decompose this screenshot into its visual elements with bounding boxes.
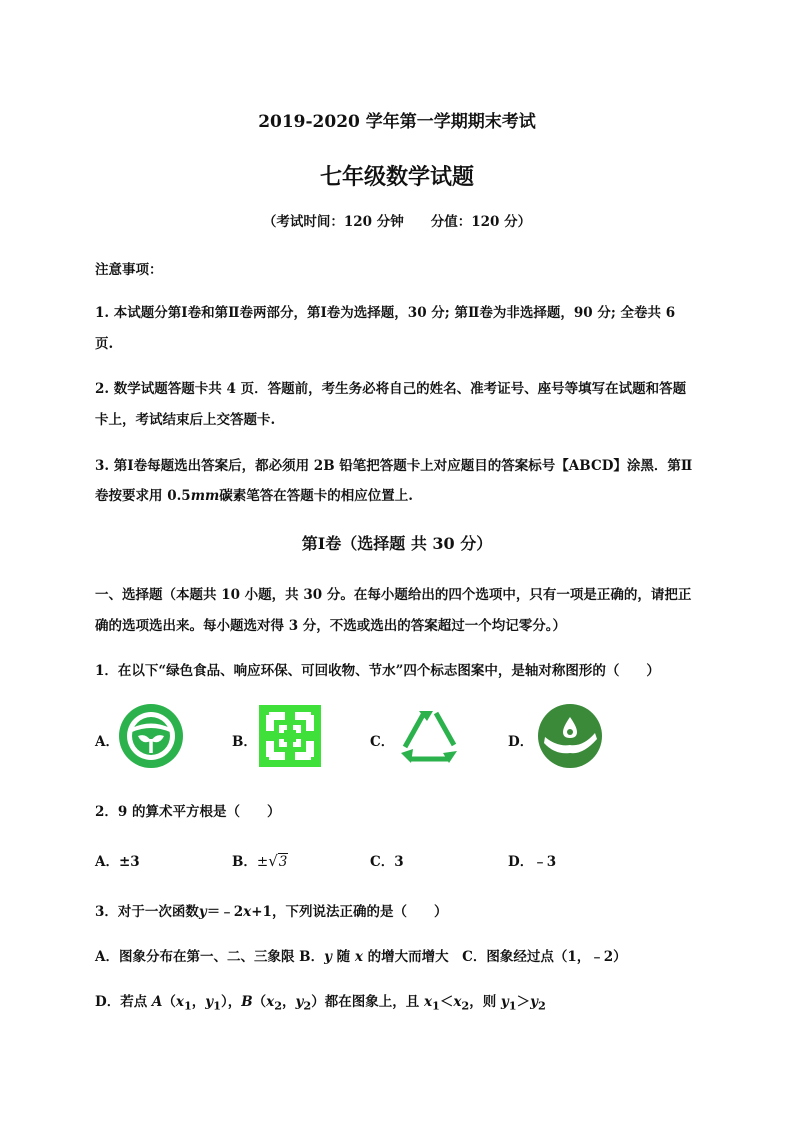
note-3-text-a: 卷按要求用 0.5 [95, 488, 191, 504]
q3-option-d [95, 990, 546, 1013]
q3-l2-x: x [354, 949, 363, 965]
q3-xa: x [423, 994, 432, 1010]
q1-option-a-label: A． [95, 734, 119, 750]
q3-sub: 1 [508, 998, 517, 1013]
q2-radicand: 3 [278, 854, 288, 870]
green-food-logo-icon [118, 703, 184, 769]
note-3-line-2 [95, 484, 413, 504]
q3-var-y: y [198, 904, 207, 920]
q3-point-a: A [151, 994, 163, 1010]
q3-l3-e: （ [252, 994, 267, 1010]
q3-lt: ＜ [439, 994, 454, 1010]
q2-option-b-label: B． [232, 854, 257, 870]
q3-l3-a: D．若点 [95, 994, 152, 1010]
note-2-line-1: 2. 数学试题答题卡共 4 页．答题前，考生务必将自己的姓名、准考证号、座号等填写在试题和答题 [95, 381, 687, 397]
q3-sub: 2 [274, 998, 283, 1013]
q2-option-a: A．±3 [95, 854, 140, 870]
q3-sub: 1 [183, 998, 192, 1013]
q3-options-line-1 [95, 945, 627, 965]
note-3-line-1: 3. 第Ⅰ卷每题选出答案后，都必须用 2B 铅笔把答题卡上对应题目的答案标号【ABCD】涂黑．第Ⅱ [95, 458, 693, 474]
recycle-logo-icon [397, 703, 463, 769]
q2-stem: 2．9 的算术平方根是（ ） [95, 804, 281, 820]
q3-stem-c: +1，下列说法正确的是（ ） [251, 904, 448, 920]
note-3-text-b: 碳素笔答在答题卡的相应位置上. [219, 488, 413, 504]
note-2-line-2: 卡上，考试结束后上交答题卡. [95, 412, 276, 428]
q1-stem: 1．在以下“绿色食品、响应环保、可回收物、节水”四个标志图案中，是轴对称图形的（ ） [95, 663, 660, 679]
q3-l3-h: ，则 [469, 994, 501, 1010]
q3-xb: x [453, 994, 462, 1010]
q3-l2-c: 的增大而增大 C．图象经过点（1，﹣2） [362, 949, 627, 965]
water-saving-logo-icon [537, 703, 603, 769]
note-1-line-1: 1. 本试题分第Ⅰ卷和第Ⅱ卷两部分，第Ⅰ卷为选择题，30 分; 第Ⅱ卷为非选择题，90 分; 全卷共 6 [95, 305, 676, 321]
exam-info: （考试时间：120 分钟 分值：120 分） [262, 214, 532, 230]
q1-option-d-label: D． [508, 734, 534, 750]
q2-plus-minus: ± [256, 854, 269, 870]
q3-point-b: B [241, 994, 253, 1010]
q2-option-b [232, 850, 288, 870]
q3-sub: 2 [303, 998, 312, 1013]
q3-l2-y: y [324, 949, 332, 965]
note-1-line-2: 页. [95, 336, 114, 352]
q3-stem-b: ＝﹣2 [206, 904, 244, 920]
q2-option-c: C．3 [370, 854, 404, 870]
exam-name: 2019-2020 学年第一学期期末考试 [258, 112, 536, 132]
q1-option-c-label: C． [370, 734, 395, 750]
q3-l3-f: ， [282, 994, 296, 1010]
q3-l3-b: （ [162, 994, 176, 1010]
q3-gt: ＞ [516, 994, 531, 1010]
q3-x2: x [266, 994, 275, 1010]
q3-l3-d: ）， [220, 994, 242, 1010]
q3-yb: y [530, 994, 538, 1010]
q3-stem-a: 3．对于一次函数 [95, 904, 199, 920]
q3-sub: 2 [537, 998, 546, 1013]
q1-option-b-label: B． [232, 734, 257, 750]
q3-l2-b: 随 [331, 949, 355, 965]
q3-x1: x [175, 994, 184, 1010]
sqrt-icon: √ [268, 852, 278, 870]
section-title: 第Ⅰ卷（选择题 共 30 分） [301, 534, 493, 553]
page-title: 七年级数学试题 [319, 164, 474, 190]
q3-l3-g: ）都在图象上，且 [311, 994, 424, 1010]
q3-sub: 1 [213, 998, 221, 1013]
note-3-unit: mm [190, 488, 220, 504]
q3-l2-a: A．图象分布在第一、二、三象限 B． [95, 949, 325, 965]
q3-y1: y [205, 994, 214, 1010]
section-instr-line-1: 一、选择题（本题共 10 小题，共 30 分。在每小题给出的四个选项中，只有一项是正确的，请把正 [95, 587, 692, 603]
q3-y2: y [295, 994, 304, 1010]
environmental-logo-icon [257, 703, 323, 769]
q3-ya: y [500, 994, 509, 1010]
q3-stem [95, 900, 447, 920]
q3-var-x: x [243, 904, 252, 920]
q3-l3-c: ， [191, 994, 206, 1010]
notes-heading: 注意事项： [95, 262, 163, 278]
q3-sub: 1 [432, 998, 440, 1013]
section-instr-line-2: 确的选项选出来。每小题选对得 3 分，不选或选出的答案超过一个均记零分。） [95, 618, 567, 634]
q2-option-d: D．﹣3 [508, 854, 557, 870]
q3-sub: 2 [461, 998, 470, 1013]
